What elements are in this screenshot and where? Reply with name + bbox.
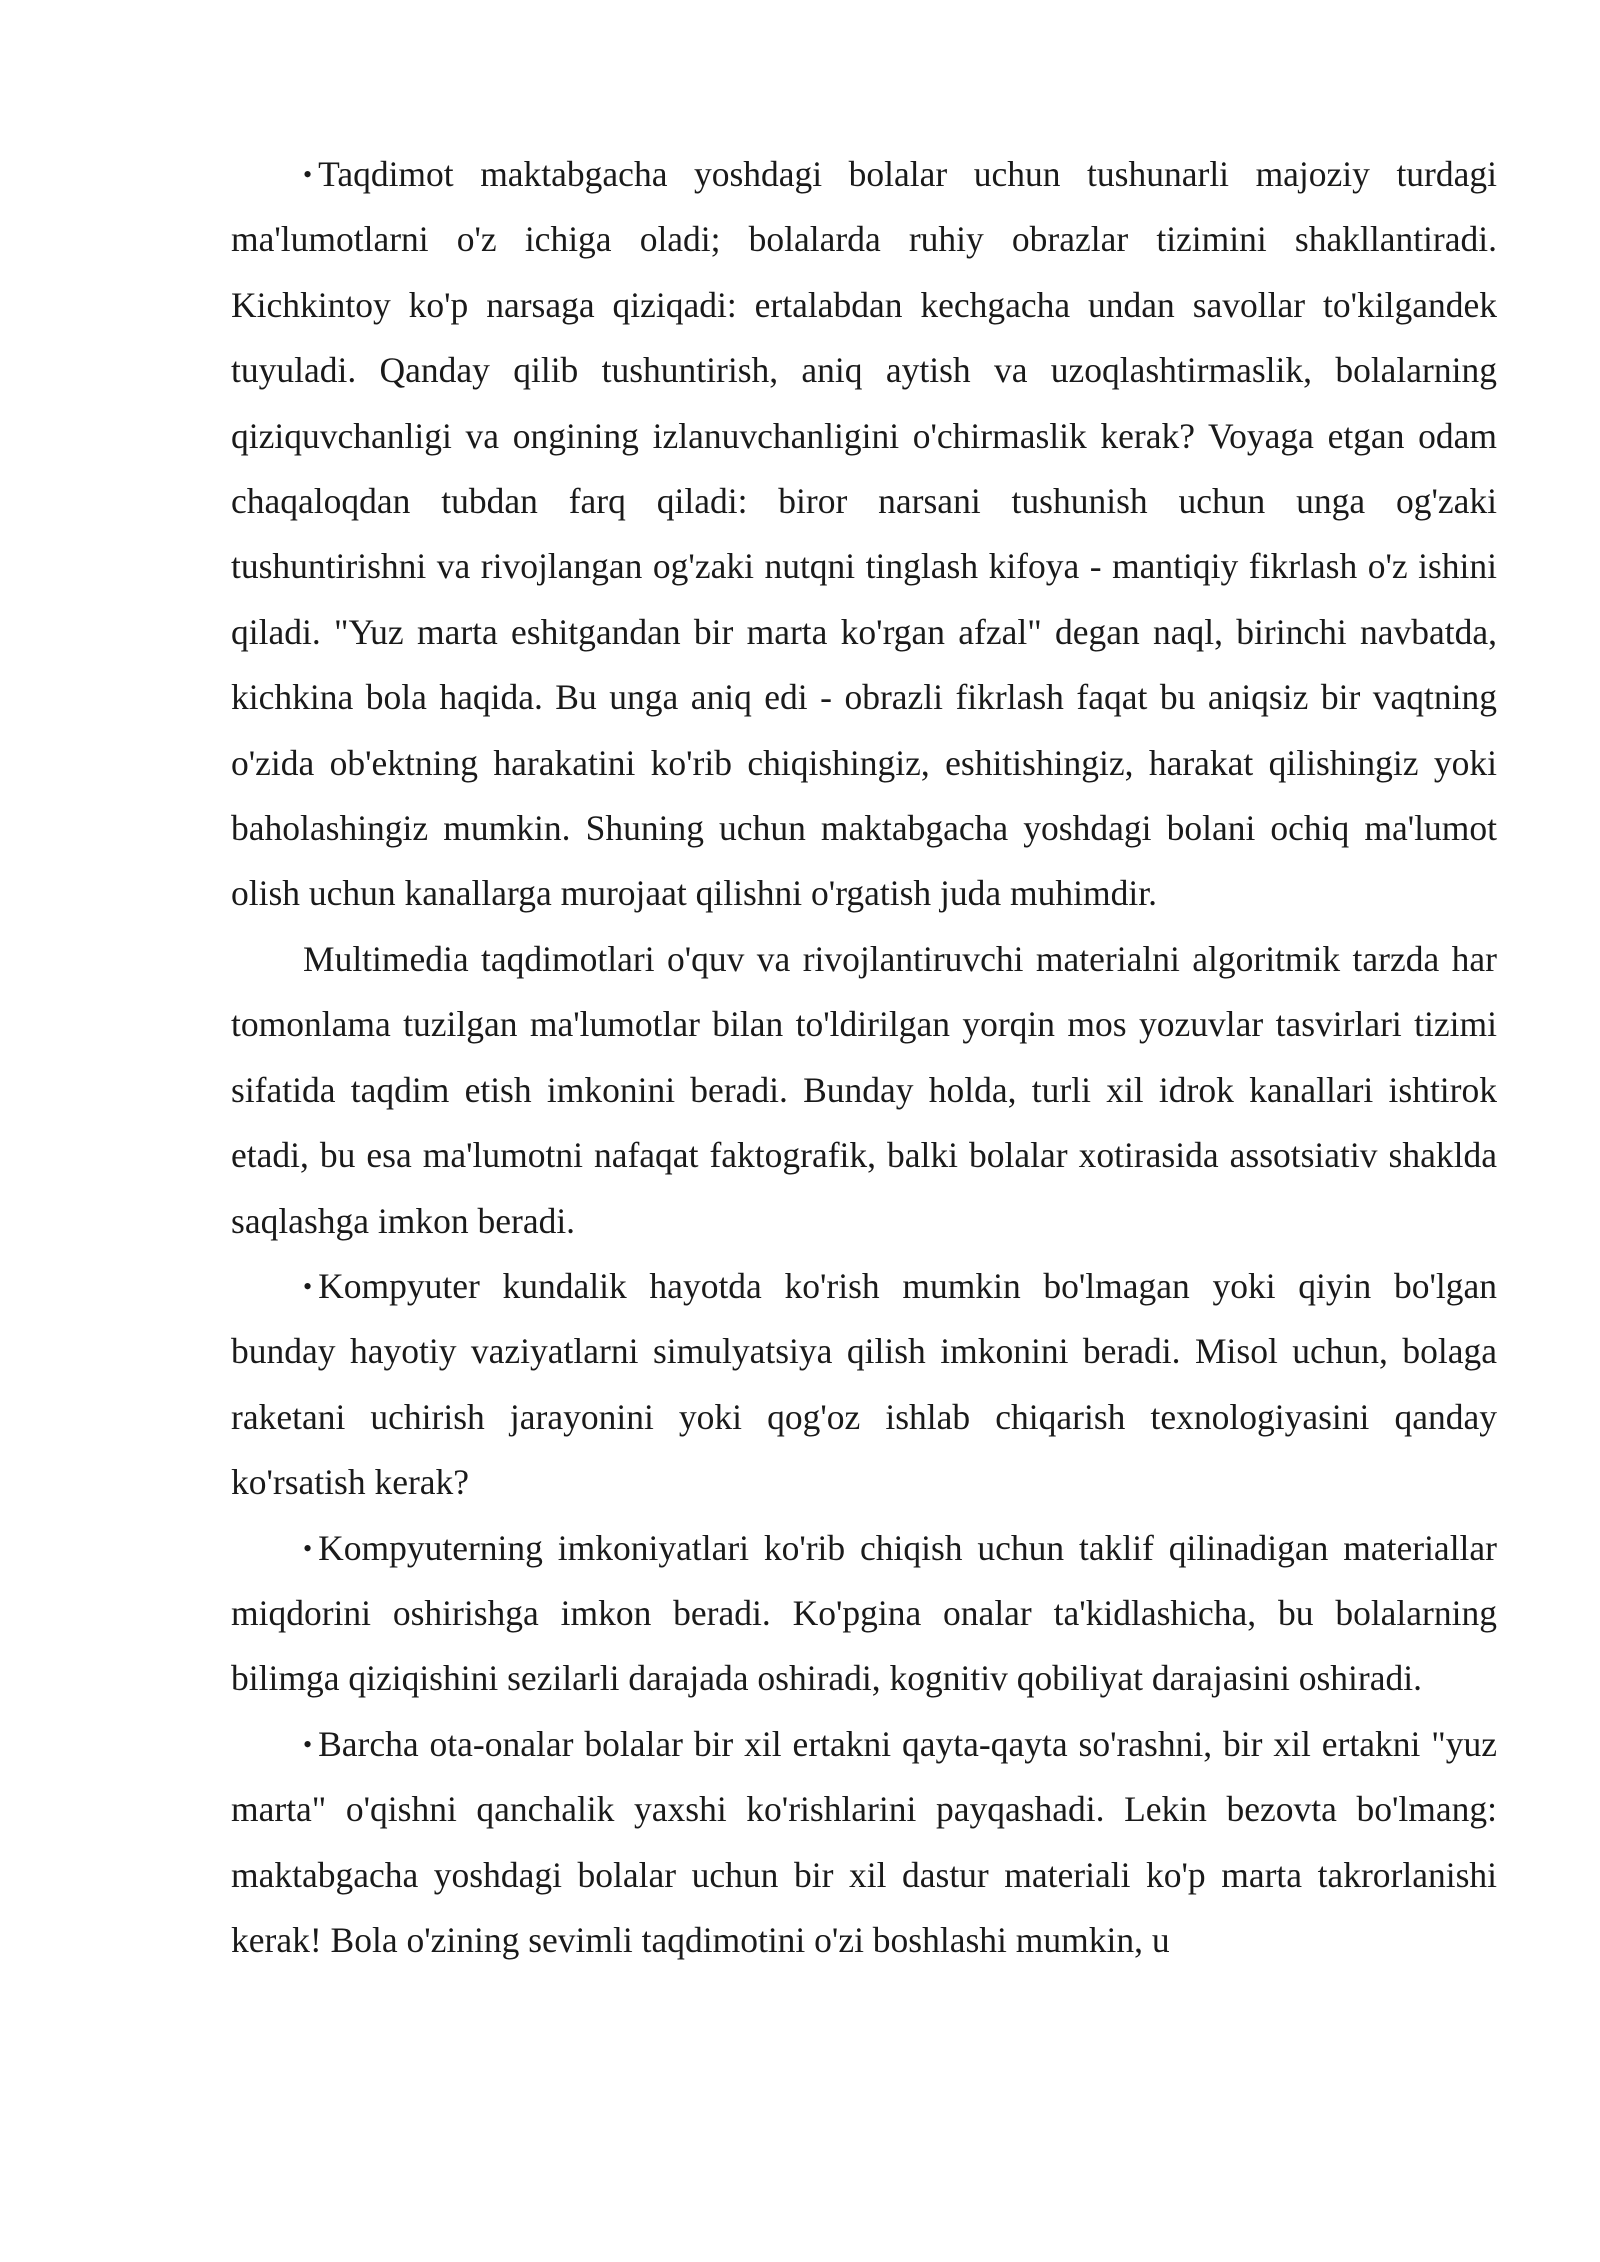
bullet-icon: •	[303, 160, 313, 189]
paragraph-repetition	[231, 1712, 1497, 1974]
paragraph-computer-simulation	[231, 1254, 1497, 1516]
bullet-icon: •	[303, 1271, 313, 1301]
bullet-icon: •	[303, 1729, 313, 1759]
paragraph-text: Kompyuter kundalik hayotda ko'rish mumkin bo'lmagan yoki qiyin bo'lgan bunday hayotiy vaziyatlarni simulyatsiya qilish imkonini beradi. Misol uchun, bolaga raketani uchirish jarayonini yoki qog'oz ishlab chiqarish texnologiyasini qanday ko'rsatish kerak?	[231, 1265, 1497, 1503]
paragraph-text: Barcha ota-onalar bolalar bir xil ertakni qayta-qayta so'rashni, bir xil ertakni "yuz marta" o'qishni qanchalik yaxshi ko'rishlarini payqashadi. Lekin bezovta bo'lmang: maktabgacha yoshdagi bolalar uchun bir xil dastur materiali ko'p marta takrorlanishi kerak! Bola o'zining sevimli taqdimotini o'zi boshlashi mumkin, u	[231, 1723, 1497, 1960]
bullet-icon: •	[303, 1533, 313, 1563]
paragraph-multimedia	[231, 927, 1497, 1254]
paragraph-computer-capabilities	[231, 1516, 1497, 1712]
paragraph-text: Kompyuterning imkoniyatlari ko'rib chiqish uchun taklif qilinadigan materiallar miqdorini oshirishga imkon beradi. Ko'pgina onalar ta'kidlashicha, bu bolalarning bilimga qiziqishini sezilarli darajada oshiradi, kognitiv qobiliyat darajasini oshiradi.	[231, 1527, 1497, 1699]
paragraph-text: Taqdimot maktabgacha yoshdagi bolalar uchun tushunarli majoziy turdagi ma'lumotlarni o'z ichiga oladi; bolalarda ruhiy obrazlar tizimini shakllantiradi. Kichkintoy ko'p narsaga qiziqadi: ertalabdan kechgacha undan savollar to'kilgandek tuyuladi. Qanday qilib tushuntirish, aniq aytish va uzoqlashtirmaslik, bolalarning qiziquvchanligi va ongining izlanuvchanligini o'chirmaslik kerak? Voyaga etgan odam chaqaloqdan tubdan farq qiladi: biror narsani tushunish uchun unga og'zaki tushuntirishni va rivojlangan og'zaki nutqni tinglash kifoya - mantiqiy fikrlash o'z ishini qiladi. "Yuz marta eshitgandan bir marta ko'rgan afzal" degan naql, birinchi navbatda, kichkina bola haqida. Bu unga aniq edi - obrazli fikrlash faqat bu aniqsiz bir vaqtning o'zida ob'ektning harakatini ko'rib chiqishingiz, eshitishingiz, harakat qilishingiz yoki baholashingiz mumkin. Shuning uchun maktabgacha yoshdagi bolani ochiq ma'lumot olish uchun kanallarga murojaat qilishni o'rgatish juda muhimdir.	[231, 154, 1497, 914]
paragraph-presentation-imagery	[231, 142, 1497, 927]
document-page	[231, 142, 1497, 1973]
paragraph-text: Multimedia taqdimotlari o'quv va rivojlantiruvchi materialni algoritmik tarzda har tomonlama tuzilgan ma'lumotlar bilan to'ldirilgan yorqin mos yozuvlar tasvirlari tizimi sifatida taqdim etish imkonini beradi. Bunday holda, turli xil idrok kanallari ishtirok etadi, bu esa ma'lumotni nafaqat faktografik, balki bolalar xotirasida assotsiativ shakldа saqlashga imkon beradi.	[231, 938, 1497, 1241]
